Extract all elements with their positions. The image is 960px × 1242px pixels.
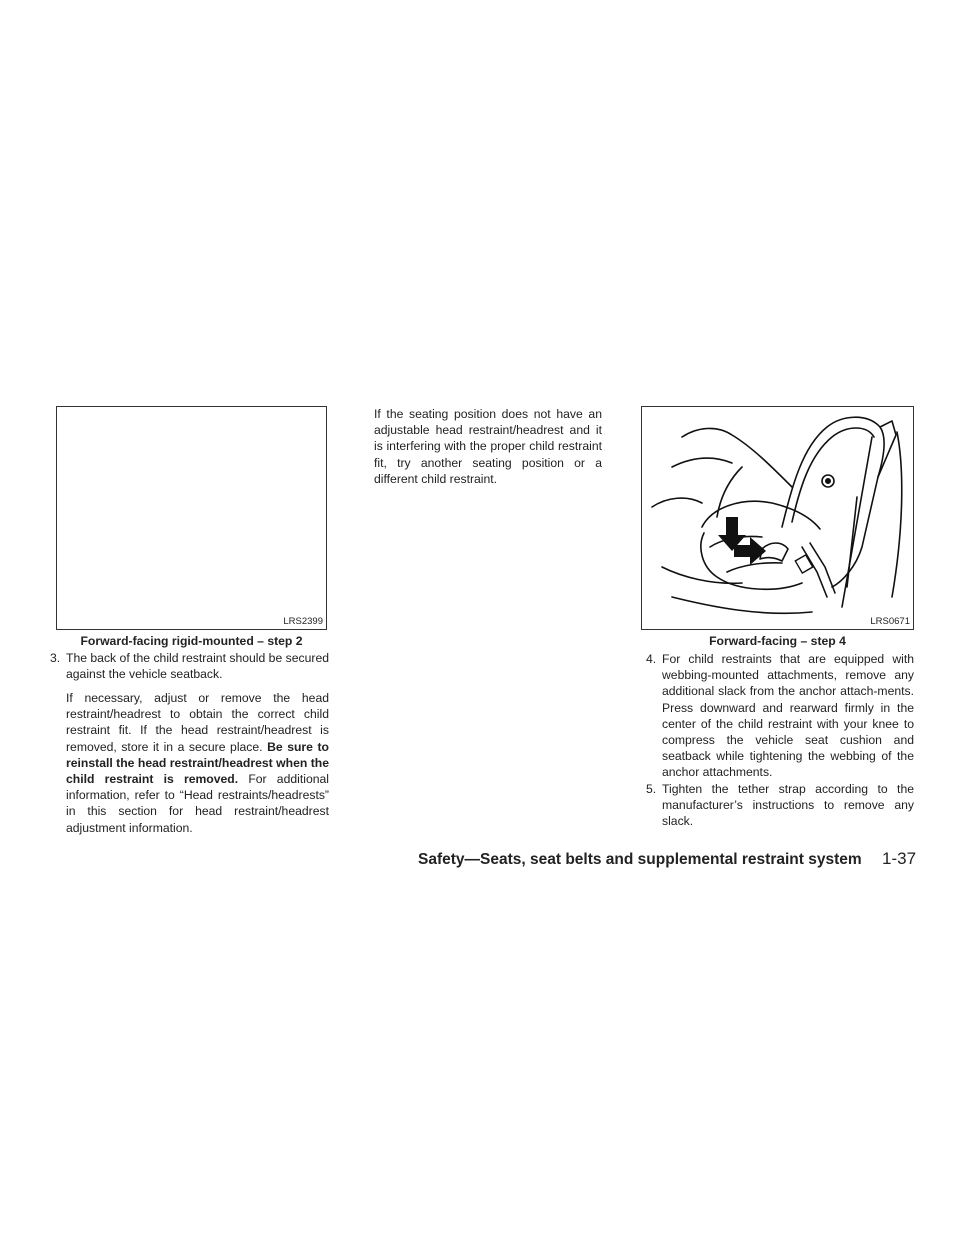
step-4-number: 4. bbox=[646, 652, 657, 666]
step-3 bbox=[50, 650, 329, 682]
step-3-detail-b: For additional information, refer to “Head restraints/headrests” in this section for head restraint/headrest adjustment information. bbox=[66, 772, 329, 835]
step-3-detail-bold: Be sure to reinstall the head restraint/headrest when the child restraint is removed. bbox=[66, 739, 329, 787]
step-3-detail bbox=[66, 690, 329, 836]
step-5-text: Tighten the tether strap according to the manufacturer’s instructions to remove any slack. bbox=[662, 782, 914, 829]
step-5 bbox=[646, 781, 914, 830]
footer-page-number: 1-37 bbox=[882, 849, 917, 868]
step-3-text: The back of the child restraint should be secured against the vehicle seatback. bbox=[66, 651, 329, 682]
footer-section-title: Safety—Seats, seat belts and supplemental restraint system bbox=[418, 851, 862, 868]
child-seat-illustration bbox=[642, 407, 913, 629]
figure-right-caption: Forward-facing – step 4 bbox=[709, 634, 846, 648]
step-3-detail-a: If necessary, adjust or remove the head restraint/headrest to obtain the correct child restraint fit. If the head restraint/headrest is removed, store it in a secure place. bbox=[66, 691, 329, 754]
step-5-number: 5. bbox=[646, 782, 657, 796]
figure-right-code: LRS0671 bbox=[870, 616, 910, 627]
step-4-text: For child restraints that are equipped with webbing-mounted attachments, remove any additional slack from the anchor attach-ments. Press downward and rearward firmly in the center of the child restraint with your knee to compress the vehicle seat cushion and seatback while tightening the webbing of the anchor attachments. bbox=[662, 652, 914, 780]
figure-left-caption: Forward-facing rigid-mounted – step 2 bbox=[80, 634, 303, 648]
step-3-number: 3. bbox=[50, 651, 61, 665]
figure-left-code: LRS2399 bbox=[283, 616, 323, 627]
figure-left-frame bbox=[56, 406, 327, 630]
figure-right-frame bbox=[641, 406, 914, 630]
middle-paragraph: If the seating position does not have an adjustable head restraint/headrest and it is interfering with the proper child restraint fit, try another seating position or a different child restraint. bbox=[374, 407, 602, 486]
step-4 bbox=[646, 651, 914, 781]
